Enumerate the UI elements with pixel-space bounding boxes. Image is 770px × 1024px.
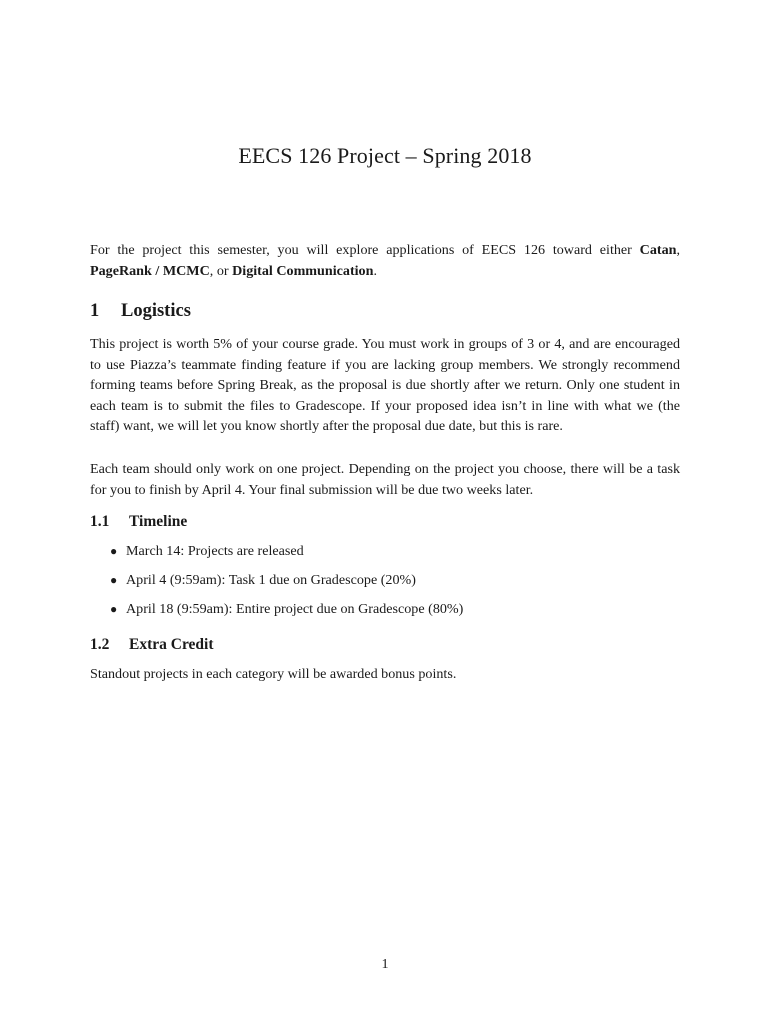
- intro-text-before: For the project this semester, you will explore applications of EECS 126 toward either: [90, 242, 640, 258]
- list-item-text: March 14: Projects are released: [126, 543, 304, 559]
- bullet-icon: ●: [110, 602, 118, 616]
- logistics-paragraph-1: This project is worth 5% of your course grade. You must work in groups of 3 or 4, and are encouraged to use Piazza’s teammate finding feature if you are lacking group members. We strongly recommend forming teams before Spring Break, as the proposal is due shortly after we return. Only one student in each team is to submit the files to Gradescope. If your proposed idea isn’t in line with what we (the staff) want, we will let you know shortly after the proposal due date, but this is rare.: [90, 336, 680, 434]
- intro-separator-2: , or: [209, 262, 233, 279]
- subsection-number: 1.2: [90, 636, 110, 653]
- subsection-heading-extra-credit: [90, 636, 214, 654]
- logistics-paragraph-2: Each team should only work on one project. Depending on the project you choose, there will be a task for you to finish by April 4. Your final submission will be due two weeks later.: [90, 461, 680, 498]
- list-item: [108, 570, 668, 599]
- intro-topic-catan: Catan: [639, 242, 677, 258]
- bullet-icon: ●: [110, 544, 118, 558]
- list-item-text: April 4 (9:59am): Task 1 due on Gradescope (20%): [126, 572, 416, 588]
- extra-credit-paragraph: Standout projects in each category will be awarded bonus points.: [90, 666, 457, 682]
- intro-paragraph: [90, 240, 680, 281]
- intro-text-after: .: [373, 262, 377, 279]
- section-number: 1: [90, 301, 100, 321]
- intro-topic-digital-communication: Digital Communication: [232, 262, 374, 279]
- section-title: Logistics: [121, 301, 191, 321]
- subsection-number: 1.1: [90, 513, 110, 530]
- subsection-heading-timeline: [90, 513, 187, 531]
- section-heading-logistics: [90, 301, 191, 322]
- intro-topic-pagerank: PageRank / MCMC: [90, 262, 210, 279]
- document-title: EECS 126 Project – Spring 2018: [238, 143, 532, 168]
- timeline-list: [108, 541, 668, 628]
- list-item: [108, 541, 668, 570]
- list-item: [108, 599, 668, 628]
- bullet-icon: ●: [110, 573, 118, 587]
- list-item-text: April 18 (9:59am): Entire project due on Gradescope (80%): [126, 601, 464, 617]
- page-number: 1: [381, 956, 389, 972]
- subsection-title: Extra Credit: [129, 636, 214, 653]
- intro-separator-1: ,: [676, 242, 680, 258]
- subsection-title: Timeline: [129, 513, 188, 530]
